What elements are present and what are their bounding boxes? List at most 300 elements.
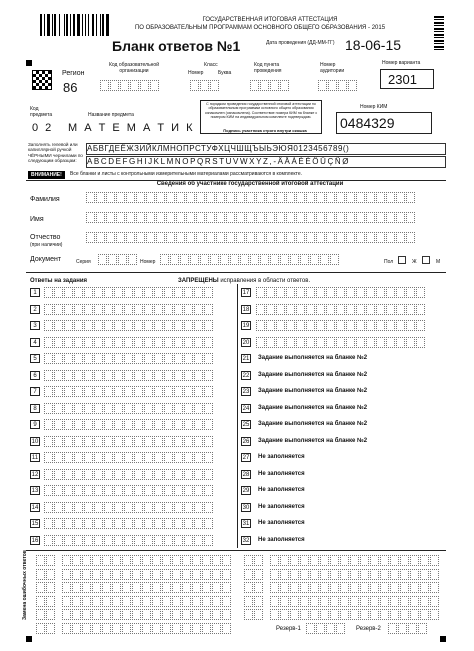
replace-cell[interactable] [122,623,131,634]
replace-cell[interactable] [36,569,45,580]
answer-cell[interactable] [194,535,203,546]
answer-cell[interactable] [144,287,153,298]
replace-cell[interactable] [212,623,221,634]
char-cell[interactable] [316,212,325,223]
char-cell[interactable] [266,212,275,223]
answer-cell[interactable] [366,287,375,298]
replace-cell[interactable] [62,582,71,593]
answer-cell[interactable] [74,287,83,298]
answer-cell[interactable] [144,403,153,414]
answer-cell[interactable] [296,287,305,298]
answer-cell[interactable] [204,469,213,480]
replace-cell[interactable] [310,596,319,607]
answer-cell[interactable] [194,370,203,381]
answer-cell[interactable] [94,436,103,447]
replace-cell[interactable] [244,596,253,607]
answer-cell[interactable] [154,535,163,546]
replace-cell[interactable] [182,582,191,593]
answer-cell[interactable] [194,287,203,298]
char-cell[interactable] [276,192,285,203]
sex-female-box[interactable] [398,256,406,264]
replace-cell[interactable] [182,569,191,580]
replace-cell[interactable] [244,555,253,566]
replace-cell[interactable] [182,596,191,607]
replace-cells-right[interactable] [270,582,439,593]
char-cell[interactable] [376,232,385,243]
char-cell[interactable] [396,212,405,223]
char-cell[interactable] [356,232,365,243]
answer-cell[interactable] [54,469,63,480]
replace-cell[interactable] [46,555,55,566]
replace-cell[interactable] [36,623,45,634]
char-cell[interactable] [246,232,255,243]
replace-cell[interactable] [112,609,121,620]
answer-cell[interactable] [204,304,213,315]
replace-cell[interactable] [410,555,419,566]
answer-cell[interactable] [134,304,143,315]
replace-cell[interactable] [360,555,369,566]
char-cell[interactable] [156,192,165,203]
answer-cell[interactable] [74,403,83,414]
answer-cell[interactable] [266,337,275,348]
answer-cell[interactable] [154,337,163,348]
answer-cell[interactable] [44,320,53,331]
answer-cell[interactable] [286,320,295,331]
answer-cell[interactable] [346,304,355,315]
replace-cell[interactable] [82,582,91,593]
replace-cell[interactable] [142,623,151,634]
answer-cell[interactable] [386,304,395,315]
answer-cell[interactable] [326,304,335,315]
char-cell[interactable] [376,212,385,223]
char-cell[interactable] [290,254,299,265]
answer-cell[interactable] [174,320,183,331]
answer-cell[interactable] [144,452,153,463]
answer-cell[interactable] [326,287,335,298]
replace-cell[interactable] [320,582,329,593]
answer-cell[interactable] [114,518,123,529]
answer-cell[interactable] [44,337,53,348]
replace-cell[interactable] [172,555,181,566]
answer-cell[interactable] [114,337,123,348]
answer-cell[interactable] [134,320,143,331]
answer-cell[interactable] [44,370,53,381]
replace-cell[interactable] [430,555,439,566]
replace-cell[interactable] [430,569,439,580]
answer-cell[interactable] [64,353,73,364]
char-cell[interactable] [86,192,95,203]
char-cell[interactable] [176,212,185,223]
replace-cell[interactable] [380,596,389,607]
replace-cell[interactable] [300,596,309,607]
replace-cells-left[interactable] [62,623,231,634]
answer-cell[interactable] [64,535,73,546]
answer-cell[interactable] [174,370,183,381]
answer-cell[interactable] [416,304,425,315]
answer-cell[interactable] [104,287,113,298]
answer-cell[interactable] [44,502,53,513]
replace-cell[interactable] [222,623,231,634]
answer-cell[interactable] [194,353,203,364]
answer-cell[interactable] [184,485,193,496]
answer-cell[interactable] [144,304,153,315]
replace-cells-left[interactable] [36,569,55,580]
answer-cell[interactable] [204,436,213,447]
answer-cell[interactable] [124,436,133,447]
answer-cell[interactable] [64,287,73,298]
answer-cell[interactable] [326,337,335,348]
replace-cell[interactable] [280,555,289,566]
answer-cell[interactable] [194,320,203,331]
char-cell[interactable] [220,254,229,265]
replace-cell[interactable] [330,582,339,593]
replace-cells-left[interactable] [62,609,231,620]
char-cell[interactable] [196,232,205,243]
answer-cell[interactable] [144,353,153,364]
replace-cell[interactable] [310,582,319,593]
answer-cell[interactable] [174,502,183,513]
answer-cell[interactable] [346,337,355,348]
char-cell[interactable] [386,212,395,223]
answer-cell[interactable] [386,337,395,348]
answer-cells-left[interactable] [44,485,213,496]
answer-cell[interactable] [154,353,163,364]
answer-cell[interactable] [84,419,93,430]
answer-cell[interactable] [356,320,365,331]
replace-cell[interactable] [192,623,201,634]
answer-cell[interactable] [44,469,53,480]
replace-cell[interactable] [410,569,419,580]
replace-cell[interactable] [46,569,55,580]
answer-cell[interactable] [256,320,265,331]
answer-cell[interactable] [134,353,143,364]
answer-cell[interactable] [406,287,415,298]
answer-cell[interactable] [104,320,113,331]
replace-cell[interactable] [290,555,299,566]
answer-cell[interactable] [64,502,73,513]
replace-cell[interactable] [212,609,221,620]
char-cell[interactable] [310,254,319,265]
replace-cell[interactable] [46,609,55,620]
char-cell[interactable] [256,212,265,223]
answer-cell[interactable] [134,370,143,381]
answer-cell[interactable] [204,419,213,430]
replace-cell[interactable] [290,582,299,593]
char-cell[interactable] [336,212,345,223]
char-cell[interactable] [96,232,105,243]
answer-cell[interactable] [174,518,183,529]
answer-cell[interactable] [184,370,193,381]
answer-cell[interactable] [154,320,163,331]
char-cell[interactable] [86,212,95,223]
answer-cell[interactable] [134,386,143,397]
replace-cell[interactable] [300,555,309,566]
answer-cells-left[interactable] [44,386,213,397]
answer-cell[interactable] [204,485,213,496]
answer-cell[interactable] [164,320,173,331]
answer-cell[interactable] [134,518,143,529]
answer-cell[interactable] [204,320,213,331]
char-cell[interactable] [206,212,215,223]
answer-cell[interactable] [94,502,103,513]
replace-cell[interactable] [152,623,161,634]
replace-cell[interactable] [152,596,161,607]
replace-cell[interactable] [320,596,329,607]
answer-cell[interactable] [134,436,143,447]
replace-cell[interactable] [340,555,349,566]
answer-cell[interactable] [296,304,305,315]
replace-cell[interactable] [300,609,309,620]
answer-cell[interactable] [84,370,93,381]
char-cell[interactable] [256,192,265,203]
answer-cell[interactable] [104,452,113,463]
answer-cell[interactable] [94,469,103,480]
replace-cell[interactable] [222,582,231,593]
replace-cell[interactable] [72,609,81,620]
answer-cell[interactable] [164,304,173,315]
char-cell[interactable] [206,232,215,243]
replace-cell[interactable] [280,596,289,607]
replace-cell[interactable] [280,609,289,620]
char-cell[interactable] [186,192,195,203]
replace-cell[interactable] [36,609,45,620]
char-cell[interactable] [96,212,105,223]
replace-cell[interactable] [420,569,429,580]
answer-cell[interactable] [164,535,173,546]
char-cell[interactable] [366,192,375,203]
answer-cell[interactable] [154,485,163,496]
replace-cell[interactable] [350,582,359,593]
answer-cell[interactable] [194,403,203,414]
replace-cell[interactable] [132,623,141,634]
char-cell[interactable] [206,192,215,203]
number-cells[interactable] [160,254,339,265]
replace-cell[interactable] [182,623,191,634]
replace-cells-left[interactable] [36,582,55,593]
answer-cell[interactable] [94,320,103,331]
answer-cell[interactable] [54,436,63,447]
replace-cell[interactable] [350,569,359,580]
answer-cell[interactable] [204,386,213,397]
answer-cells-left[interactable] [44,419,213,430]
replace-cell[interactable] [172,569,181,580]
answer-cell[interactable] [174,337,183,348]
replace-cell[interactable] [46,596,55,607]
answer-cell[interactable] [114,535,123,546]
replace-cell[interactable] [340,582,349,593]
answer-cell[interactable] [144,518,153,529]
answer-cell[interactable] [74,353,83,364]
answer-cell[interactable] [84,386,93,397]
answer-cell[interactable] [346,320,355,331]
char-cell[interactable] [256,232,265,243]
char-cell[interactable] [306,212,315,223]
replace-cell[interactable] [270,596,279,607]
answer-cell[interactable] [336,287,345,298]
replace-cell[interactable] [244,582,253,593]
answer-cell[interactable] [84,436,93,447]
answer-cell[interactable] [74,469,83,480]
answer-cell[interactable] [316,304,325,315]
answer-cell[interactable] [44,403,53,414]
answer-cell[interactable] [316,287,325,298]
answer-cells-left[interactable] [44,304,213,315]
replace-cell[interactable] [212,582,221,593]
answer-cell[interactable] [94,485,103,496]
answer-cells-left[interactable] [44,502,213,513]
answer-cell[interactable] [104,518,113,529]
char-cell[interactable] [236,212,245,223]
answer-cell[interactable] [84,287,93,298]
answer-cell[interactable] [124,469,133,480]
answer-cell[interactable] [154,287,163,298]
replace-cell[interactable] [142,609,151,620]
replace-cell[interactable] [212,569,221,580]
answer-cell[interactable] [376,304,385,315]
char-cell[interactable] [210,254,219,265]
answer-cell[interactable] [104,469,113,480]
char-cell[interactable] [406,232,415,243]
replace-cell[interactable] [370,596,379,607]
answer-cell[interactable] [194,304,203,315]
answer-cell[interactable] [194,485,203,496]
patronymic-cells[interactable] [86,232,415,243]
answer-cell[interactable] [114,370,123,381]
char-cell[interactable] [286,192,295,203]
answer-cell[interactable] [114,502,123,513]
answer-cell[interactable] [286,287,295,298]
replace-cell[interactable] [92,555,101,566]
answer-cell[interactable] [104,535,113,546]
answer-cell[interactable] [316,337,325,348]
replace-cell[interactable] [122,596,131,607]
answer-cell[interactable] [204,353,213,364]
replace-cell[interactable] [72,623,81,634]
char-cell[interactable] [146,192,155,203]
replace-cell[interactable] [72,555,81,566]
char-cell[interactable] [186,212,195,223]
replace-cell[interactable] [172,623,181,634]
answer-cell[interactable] [164,518,173,529]
answer-cell[interactable] [114,386,123,397]
replace-cell[interactable] [222,609,231,620]
replace-cell[interactable] [390,555,399,566]
answer-cell[interactable] [256,304,265,315]
answer-cell[interactable] [94,535,103,546]
replace-cell[interactable] [162,623,171,634]
replace-cell[interactable] [380,555,389,566]
replace-cell[interactable] [192,582,201,593]
answer-cell[interactable] [356,337,365,348]
answer-cells-left[interactable] [44,403,213,414]
replace-cell[interactable] [300,569,309,580]
answer-cell[interactable] [346,287,355,298]
replace-cell[interactable] [390,596,399,607]
answer-cell[interactable] [104,436,113,447]
class-cells[interactable] [190,80,219,91]
replace-cell[interactable] [122,609,131,620]
answer-cell[interactable] [316,320,325,331]
replace-cell[interactable] [330,555,339,566]
answer-cell[interactable] [416,337,425,348]
replace-cell[interactable] [254,609,263,620]
answer-cell[interactable] [94,287,103,298]
answer-cell[interactable] [336,304,345,315]
answer-cell[interactable] [184,502,193,513]
replace-cells-left[interactable] [36,623,55,634]
replace-cell[interactable] [142,596,151,607]
replace-cell[interactable] [202,609,211,620]
char-cell[interactable] [356,212,365,223]
answer-cell[interactable] [44,485,53,496]
answer-cell[interactable] [124,320,133,331]
answer-cell[interactable] [204,452,213,463]
replace-cell[interactable] [320,569,329,580]
char-cell[interactable] [296,232,305,243]
answer-cell[interactable] [336,337,345,348]
char-cell[interactable] [346,212,355,223]
answer-cell[interactable] [84,535,93,546]
replace-cell[interactable] [270,555,279,566]
replace-cell[interactable] [330,609,339,620]
answer-cell[interactable] [256,287,265,298]
answer-cell[interactable] [174,485,183,496]
answer-cell[interactable] [144,386,153,397]
char-cell[interactable] [366,212,375,223]
answer-cell[interactable] [104,485,113,496]
answer-cell[interactable] [194,386,203,397]
answer-cell[interactable] [406,320,415,331]
answer-cell[interactable] [204,403,213,414]
replace-cell[interactable] [112,569,121,580]
char-cell[interactable] [166,212,175,223]
replace-cell[interactable] [380,582,389,593]
replace-cell[interactable] [270,609,279,620]
replace-cell[interactable] [92,582,101,593]
answer-cell[interactable] [154,518,163,529]
replace-cell[interactable] [300,582,309,593]
replace-cell[interactable] [202,569,211,580]
char-cell[interactable] [320,254,329,265]
answer-cell[interactable] [194,518,203,529]
answer-cell[interactable] [174,403,183,414]
answer-cell[interactable] [64,452,73,463]
replace-cell[interactable] [410,609,419,620]
char-cell[interactable] [236,192,245,203]
answer-cell[interactable] [276,304,285,315]
answer-cell[interactable] [54,403,63,414]
char-cell[interactable] [406,212,415,223]
answer-cell[interactable] [64,403,73,414]
answer-cell[interactable] [184,337,193,348]
answer-cell[interactable] [74,452,83,463]
answer-cell[interactable] [94,403,103,414]
answer-cell[interactable] [54,304,63,315]
answer-cell[interactable] [194,337,203,348]
answer-cell[interactable] [164,419,173,430]
replace-cell[interactable] [222,555,231,566]
char-cell[interactable] [86,232,95,243]
replace-cell[interactable] [152,609,161,620]
answer-cell[interactable] [104,337,113,348]
answer-cell[interactable] [104,304,113,315]
char-cell[interactable] [330,254,339,265]
replace-cell[interactable] [192,555,201,566]
answer-cell[interactable] [164,502,173,513]
answer-cell[interactable] [194,436,203,447]
replace-cell[interactable] [430,596,439,607]
answer-cell[interactable] [174,535,183,546]
